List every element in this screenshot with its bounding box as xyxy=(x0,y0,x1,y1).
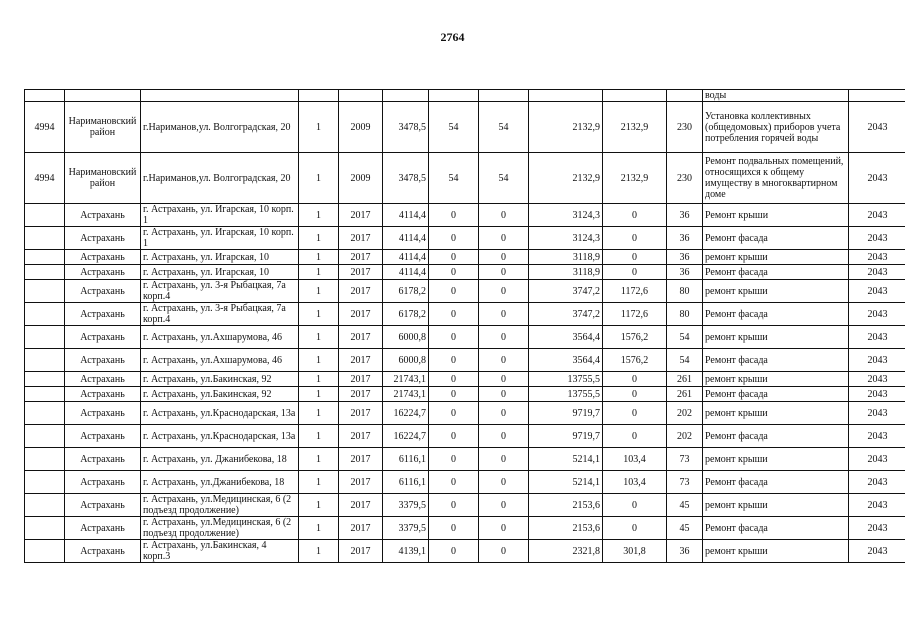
cell-cost2: 301,8 xyxy=(603,540,667,563)
cell-cost: 3118,9 xyxy=(529,250,603,265)
cell-end: 2043 xyxy=(849,448,905,471)
cell-work: Ремонт фасада xyxy=(703,517,849,540)
cell-district: Астрахань xyxy=(65,250,141,265)
cell-num: 261 xyxy=(667,372,703,387)
table-row xyxy=(25,448,905,471)
cell-v2: 0 xyxy=(479,402,529,425)
cell-year: 2017 xyxy=(339,494,383,517)
registry-body xyxy=(25,90,905,563)
cell-work: ремонт крыши xyxy=(703,540,849,563)
cell-year: 2017 xyxy=(339,303,383,326)
cell-district: Астрахань xyxy=(65,517,141,540)
cell-district: Наримановский район xyxy=(65,153,141,204)
cell-work: ремонт крыши xyxy=(703,250,849,265)
cell-address: г. Астрахань, ул.Краснодарская, 13а xyxy=(141,425,299,448)
cell-end: 2043 xyxy=(849,540,905,563)
cell-v1: 54 xyxy=(429,153,479,204)
cell-district: Астрахань xyxy=(65,227,141,250)
cell-work: Установка коллективных (общедомовых) приборов учета потребления горячей воды xyxy=(703,102,849,153)
cell-cost2: 1576,2 xyxy=(603,349,667,372)
cell-id xyxy=(25,448,65,471)
cell-area: 21743,1 xyxy=(383,372,429,387)
cell-district: Астрахань xyxy=(65,471,141,494)
cell-year: 2017 xyxy=(339,372,383,387)
cell-work: ремонт крыши xyxy=(703,494,849,517)
cell-v1: 0 xyxy=(429,349,479,372)
cell-year: 2017 xyxy=(339,204,383,227)
cell-work: ремонт крыши xyxy=(703,448,849,471)
cell-v1: 0 xyxy=(429,227,479,250)
cell-district: Астрахань xyxy=(65,265,141,280)
cell-v2: 0 xyxy=(479,448,529,471)
table-row xyxy=(25,90,905,102)
cell-num: 80 xyxy=(667,280,703,303)
cell-v2: 0 xyxy=(479,265,529,280)
cell-end: 2043 xyxy=(849,227,905,250)
cell-cost: 3564,4 xyxy=(529,326,603,349)
cell-n: 1 xyxy=(299,280,339,303)
cell-work: Ремонт фасада xyxy=(703,349,849,372)
cell-n: 1 xyxy=(299,471,339,494)
cell-cost2: 0 xyxy=(603,204,667,227)
cell-area: 4114,4 xyxy=(383,204,429,227)
cell-cost: 2153,6 xyxy=(529,517,603,540)
cell-n: 1 xyxy=(299,402,339,425)
cell-area: 6000,8 xyxy=(383,326,429,349)
cell-id xyxy=(25,425,65,448)
cell-v2: 0 xyxy=(479,250,529,265)
cell-num: 45 xyxy=(667,517,703,540)
table-row xyxy=(25,153,905,204)
cell-cost2: 0 xyxy=(603,402,667,425)
cell-area: 4114,4 xyxy=(383,227,429,250)
table-row xyxy=(25,280,905,303)
cell-address: г. Астрахань, ул.Краснодарская, 13а xyxy=(141,402,299,425)
cell-num: 54 xyxy=(667,349,703,372)
cell-year: 2017 xyxy=(339,227,383,250)
cell-id xyxy=(25,517,65,540)
cell-cost: 3124,3 xyxy=(529,227,603,250)
cell-year: 2017 xyxy=(339,425,383,448)
cell-end: 2043 xyxy=(849,425,905,448)
cell-end: 2043 xyxy=(849,102,905,153)
cell-n: 1 xyxy=(299,303,339,326)
cell-cost: 3747,2 xyxy=(529,280,603,303)
cell-address: г. Астрахань, ул. Игарская, 10 корп. 1 xyxy=(141,227,299,250)
cell-district: Астрахань xyxy=(65,448,141,471)
table-row xyxy=(25,387,905,402)
cell-n: 1 xyxy=(299,494,339,517)
cell-district xyxy=(65,90,141,102)
cell-end: 2043 xyxy=(849,372,905,387)
cell-id xyxy=(25,540,65,563)
cell-district: Астрахань xyxy=(65,540,141,563)
cell-v1: 0 xyxy=(429,402,479,425)
cell-v1: 0 xyxy=(429,494,479,517)
cell-work: Ремонт фасада xyxy=(703,425,849,448)
cell-work: воды xyxy=(703,90,849,102)
cell-v2: 0 xyxy=(479,372,529,387)
cell-num: 45 xyxy=(667,494,703,517)
cell-n: 1 xyxy=(299,204,339,227)
cell-district: Наримановский район xyxy=(65,102,141,153)
cell-year: 2017 xyxy=(339,387,383,402)
cell-district: Астрахань xyxy=(65,303,141,326)
cell-end: 2043 xyxy=(849,153,905,204)
cell-cost: 3118,9 xyxy=(529,265,603,280)
cell-v1: 0 xyxy=(429,303,479,326)
cell-v1: 0 xyxy=(429,517,479,540)
cell-end: 2043 xyxy=(849,494,905,517)
cell-id xyxy=(25,326,65,349)
cell-cost: 9719,7 xyxy=(529,425,603,448)
cell-num: 230 xyxy=(667,102,703,153)
cell-num: 36 xyxy=(667,227,703,250)
cell-area: 6178,2 xyxy=(383,280,429,303)
cell-v1: 54 xyxy=(429,102,479,153)
cell-area: 6116,1 xyxy=(383,471,429,494)
table-row xyxy=(25,303,905,326)
cell-id xyxy=(25,227,65,250)
cell-district: Астрахань xyxy=(65,494,141,517)
cell-cost2: 2132,9 xyxy=(603,102,667,153)
cell-v1 xyxy=(429,90,479,102)
page-number: 2764 xyxy=(440,30,465,44)
cell-work: Ремонт фасада xyxy=(703,227,849,250)
table-row xyxy=(25,349,905,372)
cell-num: 36 xyxy=(667,540,703,563)
cell-work: Ремонт фасада xyxy=(703,265,849,280)
cell-address: г. Астрахань, ул.Ахшарумова, 46 xyxy=(141,326,299,349)
cell-district: Астрахань xyxy=(65,387,141,402)
cell-num: 230 xyxy=(667,153,703,204)
cell-v2: 0 xyxy=(479,425,529,448)
cell-district: Астрахань xyxy=(65,280,141,303)
table-row xyxy=(25,494,905,517)
cell-num: 80 xyxy=(667,303,703,326)
cell-work: Ремонт фасада xyxy=(703,303,849,326)
table-row xyxy=(25,326,905,349)
cell-year: 2017 xyxy=(339,540,383,563)
cell-area: 3379,5 xyxy=(383,517,429,540)
cell-id xyxy=(25,387,65,402)
cell-end: 2043 xyxy=(849,402,905,425)
cell-address: г. Астрахань, ул.Ахшарумова, 46 xyxy=(141,349,299,372)
cell-work: ремонт крыши xyxy=(703,280,849,303)
cell-id: 4994 xyxy=(25,153,65,204)
table-row xyxy=(25,517,905,540)
cell-year: 2017 xyxy=(339,402,383,425)
cell-cost: 2132,9 xyxy=(529,153,603,204)
cell-n: 1 xyxy=(299,540,339,563)
table-row xyxy=(25,425,905,448)
cell-year xyxy=(339,90,383,102)
cell-num: 36 xyxy=(667,250,703,265)
cell-end: 2043 xyxy=(849,387,905,402)
cell-id xyxy=(25,494,65,517)
table-row xyxy=(25,250,905,265)
cell-v2 xyxy=(479,90,529,102)
cell-district: Астрахань xyxy=(65,349,141,372)
cell-id xyxy=(25,90,65,102)
cell-area: 4114,4 xyxy=(383,250,429,265)
cell-year: 2017 xyxy=(339,448,383,471)
cell-area: 21743,1 xyxy=(383,387,429,402)
cell-v1: 0 xyxy=(429,326,479,349)
table-row xyxy=(25,227,905,250)
cell-v2: 0 xyxy=(479,204,529,227)
cell-cost2: 0 xyxy=(603,425,667,448)
cell-cost2: 1172,6 xyxy=(603,303,667,326)
cell-area: 3478,5 xyxy=(383,153,429,204)
cell-end: 2043 xyxy=(849,280,905,303)
cell-cost2: 2132,9 xyxy=(603,153,667,204)
cell-num: 202 xyxy=(667,402,703,425)
cell-year: 2017 xyxy=(339,250,383,265)
cell-cost: 2153,6 xyxy=(529,494,603,517)
cell-area: 4114,4 xyxy=(383,265,429,280)
cell-v1: 0 xyxy=(429,265,479,280)
cell-v2: 54 xyxy=(479,102,529,153)
table-row xyxy=(25,471,905,494)
cell-end: 2043 xyxy=(849,250,905,265)
cell-cost2: 1576,2 xyxy=(603,326,667,349)
cell-year: 2017 xyxy=(339,471,383,494)
cell-v1: 0 xyxy=(429,250,479,265)
cell-v1: 0 xyxy=(429,280,479,303)
cell-cost2 xyxy=(603,90,667,102)
cell-n: 1 xyxy=(299,153,339,204)
cell-id xyxy=(25,204,65,227)
cell-cost: 3564,4 xyxy=(529,349,603,372)
cell-cost: 5214,1 xyxy=(529,448,603,471)
cell-address: г.Нариманов,ул. Волгоградская, 20 xyxy=(141,153,299,204)
cell-address xyxy=(141,90,299,102)
cell-area: 6000,8 xyxy=(383,349,429,372)
cell-year: 2017 xyxy=(339,326,383,349)
cell-n: 1 xyxy=(299,250,339,265)
table-row xyxy=(25,402,905,425)
cell-num: 261 xyxy=(667,387,703,402)
cell-work: ремонт крыши xyxy=(703,326,849,349)
cell-id xyxy=(25,349,65,372)
cell-address: г. Астрахань, ул.Бакинская, 4 корп.3 xyxy=(141,540,299,563)
cell-address: г. Астрахань, ул.Бакинская, 92 xyxy=(141,372,299,387)
cell-v1: 0 xyxy=(429,448,479,471)
cell-cost: 9719,7 xyxy=(529,402,603,425)
cell-work: Ремонт фасада xyxy=(703,471,849,494)
cell-end: 2043 xyxy=(849,326,905,349)
cell-cost2: 0 xyxy=(603,494,667,517)
cell-area: 3379,5 xyxy=(383,494,429,517)
cell-area: 3478,5 xyxy=(383,102,429,153)
cell-v2: 0 xyxy=(479,540,529,563)
cell-year: 2009 xyxy=(339,153,383,204)
cell-cost xyxy=(529,90,603,102)
cell-year: 2017 xyxy=(339,265,383,280)
cell-num: 36 xyxy=(667,204,703,227)
cell-num: 73 xyxy=(667,471,703,494)
cell-district: Астрахань xyxy=(65,425,141,448)
cell-area: 4139,1 xyxy=(383,540,429,563)
cell-work: Ремонт крыши xyxy=(703,204,849,227)
cell-cost2: 1172,6 xyxy=(603,280,667,303)
cell-num: 36 xyxy=(667,265,703,280)
cell-cost: 5214,1 xyxy=(529,471,603,494)
cell-v1: 0 xyxy=(429,540,479,563)
cell-n: 1 xyxy=(299,372,339,387)
cell-cost: 3124,3 xyxy=(529,204,603,227)
cell-year: 2017 xyxy=(339,280,383,303)
cell-v1: 0 xyxy=(429,471,479,494)
cell-v2: 0 xyxy=(479,471,529,494)
cell-end: 2043 xyxy=(849,517,905,540)
cell-year: 2017 xyxy=(339,517,383,540)
cell-id xyxy=(25,250,65,265)
cell-cost2: 0 xyxy=(603,227,667,250)
cell-address: г. Астрахань, ул. 3-я Рыбацкая, 7а корп.4 xyxy=(141,303,299,326)
cell-v2: 0 xyxy=(479,387,529,402)
cell-v2: 0 xyxy=(479,227,529,250)
cell-cost2: 0 xyxy=(603,372,667,387)
cell-id xyxy=(25,372,65,387)
cell-id xyxy=(25,471,65,494)
cell-end xyxy=(849,90,905,102)
table-row xyxy=(25,204,905,227)
cell-address: г. Астрахань, ул.Медицинская, 6 (2 подъезд продолжение) xyxy=(141,494,299,517)
cell-id xyxy=(25,280,65,303)
cell-end: 2043 xyxy=(849,471,905,494)
cell-district: Астрахань xyxy=(65,204,141,227)
cell-num: 202 xyxy=(667,425,703,448)
cell-cost: 2321,8 xyxy=(529,540,603,563)
cell-n: 1 xyxy=(299,227,339,250)
cell-address: г. Астрахань, ул. Джанибекова, 18 xyxy=(141,448,299,471)
cell-v2: 0 xyxy=(479,494,529,517)
cell-n xyxy=(299,90,339,102)
cell-v1: 0 xyxy=(429,387,479,402)
cell-work: ремонт крыши xyxy=(703,402,849,425)
cell-end: 2043 xyxy=(849,349,905,372)
cell-n: 1 xyxy=(299,349,339,372)
cell-address: г. Астрахань, ул. 3-я Рыбацкая, 7а корп.4 xyxy=(141,280,299,303)
cell-cost2: 0 xyxy=(603,517,667,540)
cell-cost2: 0 xyxy=(603,250,667,265)
cell-year: 2009 xyxy=(339,102,383,153)
cell-v2: 0 xyxy=(479,280,529,303)
cell-v2: 54 xyxy=(479,153,529,204)
cell-address: г. Астрахань, ул. Игарская, 10 xyxy=(141,265,299,280)
cell-v1: 0 xyxy=(429,425,479,448)
cell-v2: 0 xyxy=(479,326,529,349)
cell-address: г. Астрахань, ул.Джанибекова, 18 xyxy=(141,471,299,494)
cell-cost: 13755,5 xyxy=(529,387,603,402)
cell-area: 16224,7 xyxy=(383,402,429,425)
cell-v1: 0 xyxy=(429,372,479,387)
cell-district: Астрахань xyxy=(65,326,141,349)
cell-work: Ремонт фасада xyxy=(703,387,849,402)
table-row xyxy=(25,372,905,387)
cell-area xyxy=(383,90,429,102)
cell-end: 2043 xyxy=(849,303,905,326)
cell-n: 1 xyxy=(299,448,339,471)
cell-area: 16224,7 xyxy=(383,425,429,448)
cell-work: Ремонт подвальных помещений, относящихся к общему имуществу в многоквартирном доме xyxy=(703,153,849,204)
cell-n: 1 xyxy=(299,387,339,402)
cell-v1: 0 xyxy=(429,204,479,227)
cell-area: 6116,1 xyxy=(383,448,429,471)
cell-v2: 0 xyxy=(479,349,529,372)
table-row xyxy=(25,265,905,280)
cell-end: 2043 xyxy=(849,265,905,280)
cell-work: ремонт крыши xyxy=(703,372,849,387)
cell-cost2: 0 xyxy=(603,387,667,402)
cell-cost: 2132,9 xyxy=(529,102,603,153)
cell-id xyxy=(25,265,65,280)
cell-address: г.Нариманов,ул. Волгоградская, 20 xyxy=(141,102,299,153)
registry-table xyxy=(24,89,905,563)
cell-n: 1 xyxy=(299,326,339,349)
table-row xyxy=(25,540,905,563)
cell-district: Астрахань xyxy=(65,372,141,387)
cell-district: Астрахань xyxy=(65,402,141,425)
cell-area: 6178,2 xyxy=(383,303,429,326)
cell-address: г. Астрахань, ул.Бакинская, 92 xyxy=(141,387,299,402)
cell-cost: 3747,2 xyxy=(529,303,603,326)
cell-address: г. Астрахань, ул. Игарская, 10 xyxy=(141,250,299,265)
cell-num: 73 xyxy=(667,448,703,471)
cell-n: 1 xyxy=(299,425,339,448)
cell-cost: 13755,5 xyxy=(529,372,603,387)
cell-n: 1 xyxy=(299,265,339,280)
cell-cost2: 103,4 xyxy=(603,448,667,471)
cell-end: 2043 xyxy=(849,204,905,227)
cell-id xyxy=(25,303,65,326)
cell-address: г. Астрахань, ул. Игарская, 10 корп. 1 xyxy=(141,204,299,227)
cell-cost2: 103,4 xyxy=(603,471,667,494)
cell-num: 54 xyxy=(667,326,703,349)
cell-n: 1 xyxy=(299,517,339,540)
cell-cost2: 0 xyxy=(603,265,667,280)
cell-id xyxy=(25,402,65,425)
cell-num xyxy=(667,90,703,102)
cell-n: 1 xyxy=(299,102,339,153)
table-row xyxy=(25,102,905,153)
cell-year: 2017 xyxy=(339,349,383,372)
cell-v2: 0 xyxy=(479,303,529,326)
cell-id: 4994 xyxy=(25,102,65,153)
cell-address: г. Астрахань, ул.Медицинская, 6 (2 подъезд продолжение) xyxy=(141,517,299,540)
cell-v2: 0 xyxy=(479,517,529,540)
